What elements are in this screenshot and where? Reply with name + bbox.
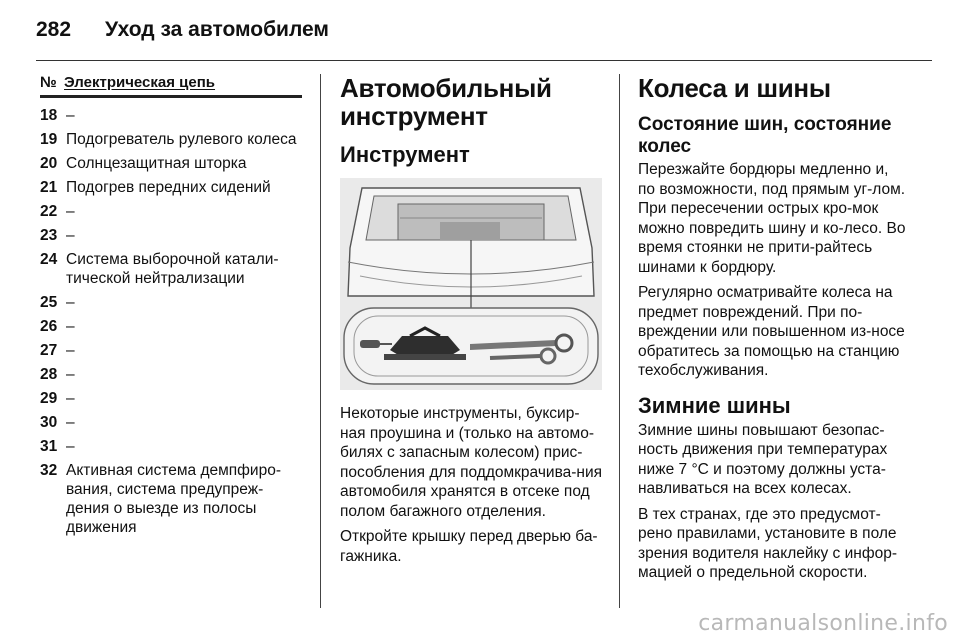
fuse-row — [40, 226, 302, 245]
tools-paragraph-2: Откройте крышку перед дверью ба-гажника. — [340, 528, 598, 565]
fuse-circuit: Система выборочной катали-тической нейтрализации — [66, 251, 279, 287]
fuse-number: 22 — [40, 203, 58, 220]
wheels-section — [638, 74, 908, 589]
winter-tires-paragraph-1: Зимние шины повышают безопас-ность движения при температурах ниже 7 °C и поэтому должны уста-навливаться на всех колесах. — [638, 421, 888, 497]
tools-section — [340, 74, 604, 572]
trunk-tools-illustration — [340, 178, 602, 390]
fuse-circuit: Активная система демпфиро-вания, система предупреж-дения о выезде из полосы движения — [66, 462, 281, 536]
fuse-table — [40, 74, 302, 542]
fuse-circuit: – — [66, 318, 75, 335]
fuse-circuit: – — [66, 342, 75, 359]
fuse-number: 24 — [40, 251, 58, 268]
winter-tires-heading: Зимние шины — [638, 392, 791, 418]
tire-condition-paragraph-2: Регулярно осматривайте колеса на предмет повреждений. При по-вреждении или повышенном из-носе обратитесь за помощью на станцию техобслуживания. — [638, 284, 905, 379]
fuse-table-header — [40, 74, 302, 98]
fuse-row — [40, 250, 302, 288]
page-title: Уход за автомобилем — [105, 18, 329, 41]
fuse-circuit: Подогрев передних сидений — [66, 179, 271, 196]
fuse-number: 26 — [40, 318, 58, 335]
fuse-number: 32 — [40, 462, 58, 479]
fuse-number: 20 — [40, 155, 58, 172]
fuse-number: 23 — [40, 227, 58, 244]
wheels-heading: Колеса и шины — [638, 73, 831, 103]
fuse-number: 28 — [40, 366, 58, 383]
tools-paragraph-1: Некоторые инструменты, буксир-ная проушина и (только на автомо-билях с запасным колесом) прис-пособления для поддомкрачива-ния автомобиля хранятся в отсеке под полом багажного отделения. — [340, 405, 603, 520]
fuse-circuit: – — [66, 107, 75, 124]
column-no-header: № — [40, 74, 57, 91]
fuse-circuit: – — [66, 203, 75, 220]
fuse-row — [40, 389, 302, 408]
tools-heading: Автомобильный инструмент — [340, 73, 552, 131]
fuse-row — [40, 293, 302, 312]
fuse-circuit: – — [66, 414, 75, 431]
fuse-table-body — [40, 106, 302, 537]
fuse-circuit: – — [66, 227, 75, 244]
column-divider-1 — [320, 74, 321, 608]
fuse-circuit: – — [66, 366, 75, 383]
tire-condition-heading: Состояние шин, состояние колес — [638, 114, 892, 157]
fuse-number: 29 — [40, 390, 58, 407]
fuse-circuit: Подогреватель рулевого колеса — [66, 131, 297, 148]
fuse-number: 31 — [40, 438, 58, 455]
fuse-number: 30 — [40, 414, 58, 431]
fuse-row — [40, 106, 302, 125]
fuse-row — [40, 413, 302, 432]
fuse-circuit: – — [66, 390, 75, 407]
fuse-row — [40, 317, 302, 336]
fuse-row — [40, 365, 302, 384]
fuse-number: 19 — [40, 131, 58, 148]
fuse-row — [40, 341, 302, 360]
fuse-circuit: – — [66, 438, 75, 455]
fuse-row — [40, 461, 302, 537]
fuse-circuit: – — [66, 294, 75, 311]
fuse-number: 18 — [40, 107, 58, 124]
fuse-row — [40, 437, 302, 456]
fuse-row — [40, 202, 302, 221]
fuse-row — [40, 178, 302, 197]
fuse-circuit: Солнцезащитная шторка — [66, 155, 247, 172]
fuse-row — [40, 130, 302, 149]
page-header — [36, 18, 329, 48]
column-circuit-header: Электрическая цепь — [64, 74, 216, 91]
tire-condition-paragraph-1: Перезжайте бордюры медленно и, по возможности, под прямым уг-лом. При пересечении острых кро-мок можно повредить шину и ко-лесо. Во время стоянки не прити-райтесь шинами к бордюру. — [638, 161, 906, 276]
page-number: 282 — [36, 18, 72, 41]
fuse-number: 25 — [40, 294, 58, 311]
column-divider-2 — [619, 74, 620, 608]
fuse-number: 27 — [40, 342, 58, 359]
winter-tires-paragraph-2: В тех странах, где это предусмот-рено правилами, установите в поле зрения водителя наклейку с инфор-мацией о предельной скорости. — [638, 505, 897, 581]
watermark: carmanualsonline.info — [698, 611, 948, 636]
fuse-number: 21 — [40, 179, 58, 196]
fuse-row — [40, 154, 302, 173]
header-divider — [36, 60, 932, 61]
tools-subheading: Инструмент — [340, 142, 470, 167]
